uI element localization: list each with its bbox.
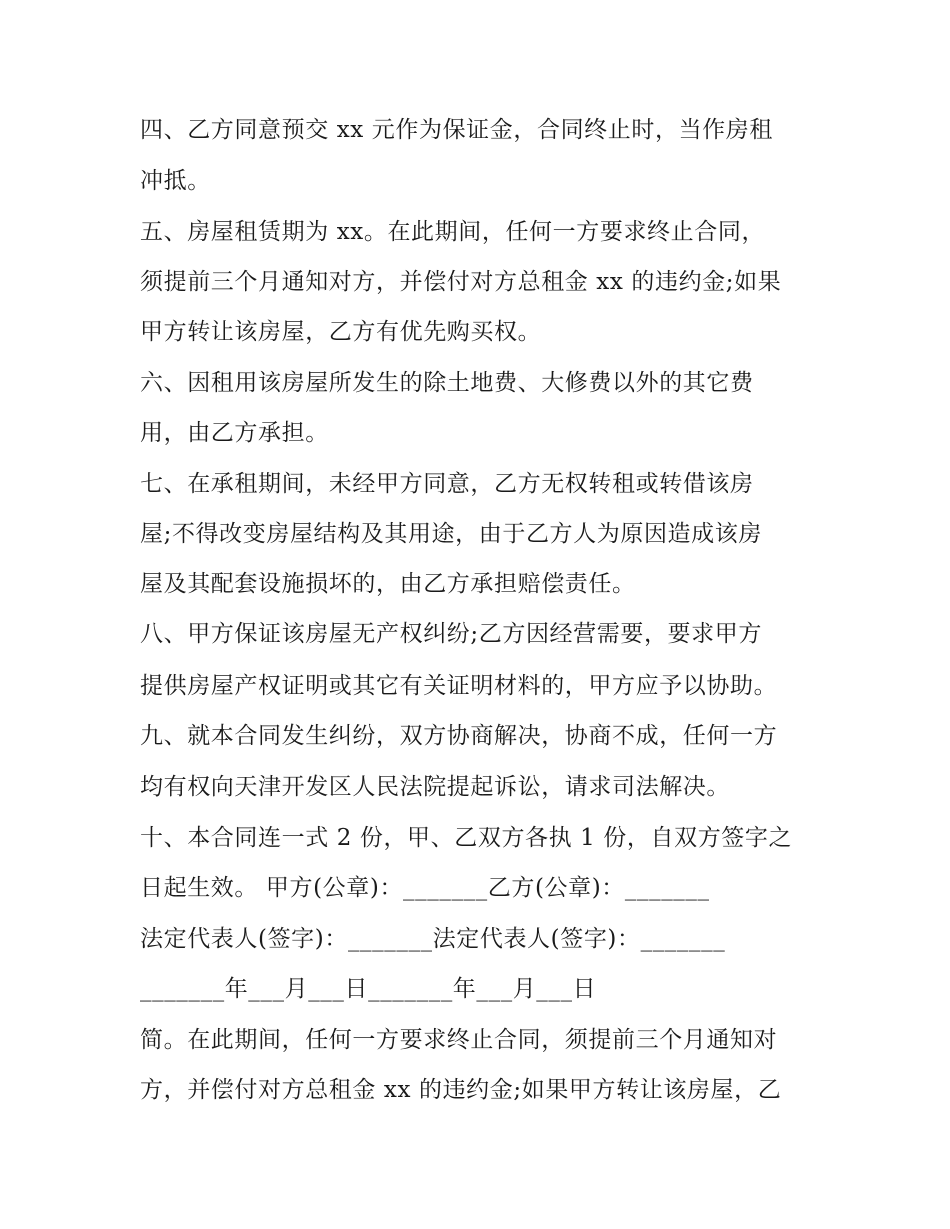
text-line: 六、因租用该房屋所发生的除土地费、大修费以外的其它费 — [140, 370, 754, 396]
text-line: 甲方转让该房屋，乙方有优先购买权。 — [140, 319, 542, 345]
date-line: _______年___月___日_______年___月___日 — [140, 976, 597, 1002]
text-line: 四、乙方同意预交 xx 元作为保证金，合同终止时，当作房租 — [140, 117, 773, 143]
text-line: 七、在承租期间，未经甲方同意，乙方无权转租或转借该房 — [140, 471, 754, 497]
text-line: 五、房屋租赁期为 xx。在此期间，任何一方要求终止合同， — [140, 219, 766, 245]
text-line: 屋及其配套设施损坏的，由乙方承担赔偿责任。 — [140, 571, 636, 597]
signature-line: 法定代表人(签字)：_______法定代表人(签字)：_______ — [140, 926, 726, 952]
text-line: 均有权向天津开发区人民法院提起诉讼，请求司法解决。 — [140, 774, 730, 800]
signature-line: 日起生效。 甲方(公章)：_______乙方(公章)：_______ — [140, 875, 710, 901]
text-line: 须提前三个月通知对方，并偿付对方总租金 xx 的违约金;如果 — [140, 269, 782, 295]
text-line: 八、甲方保证该房屋无产权纠纷;乙方因经营需要，要求甲方 — [140, 621, 762, 647]
text-line: 屋;不得改变房屋结构及其用途，由于乙方人为原因造成该房 — [140, 521, 762, 547]
text-line: 十、本合同连一式 2 份，甲、乙双方各执 1 份，自双方签字之 — [140, 825, 793, 851]
text-line: 方，并偿付对方总租金 xx 的违约金;如果甲方转让该房屋，乙 — [140, 1077, 782, 1103]
text-line: 冲抵。 — [140, 168, 211, 194]
text-line: 九、就本合同发生纠纷，双方协商解决，协商不成，任何一方 — [140, 723, 778, 749]
text-line: 用，由乙方承担。 — [140, 420, 329, 446]
text-line: 简。在此期间，任何一方要求终止合同，须提前三个月通知对 — [140, 1027, 778, 1053]
text-line: 提供房屋产权证明或其它有关证明材料的，甲方应予以协助。 — [140, 673, 778, 699]
